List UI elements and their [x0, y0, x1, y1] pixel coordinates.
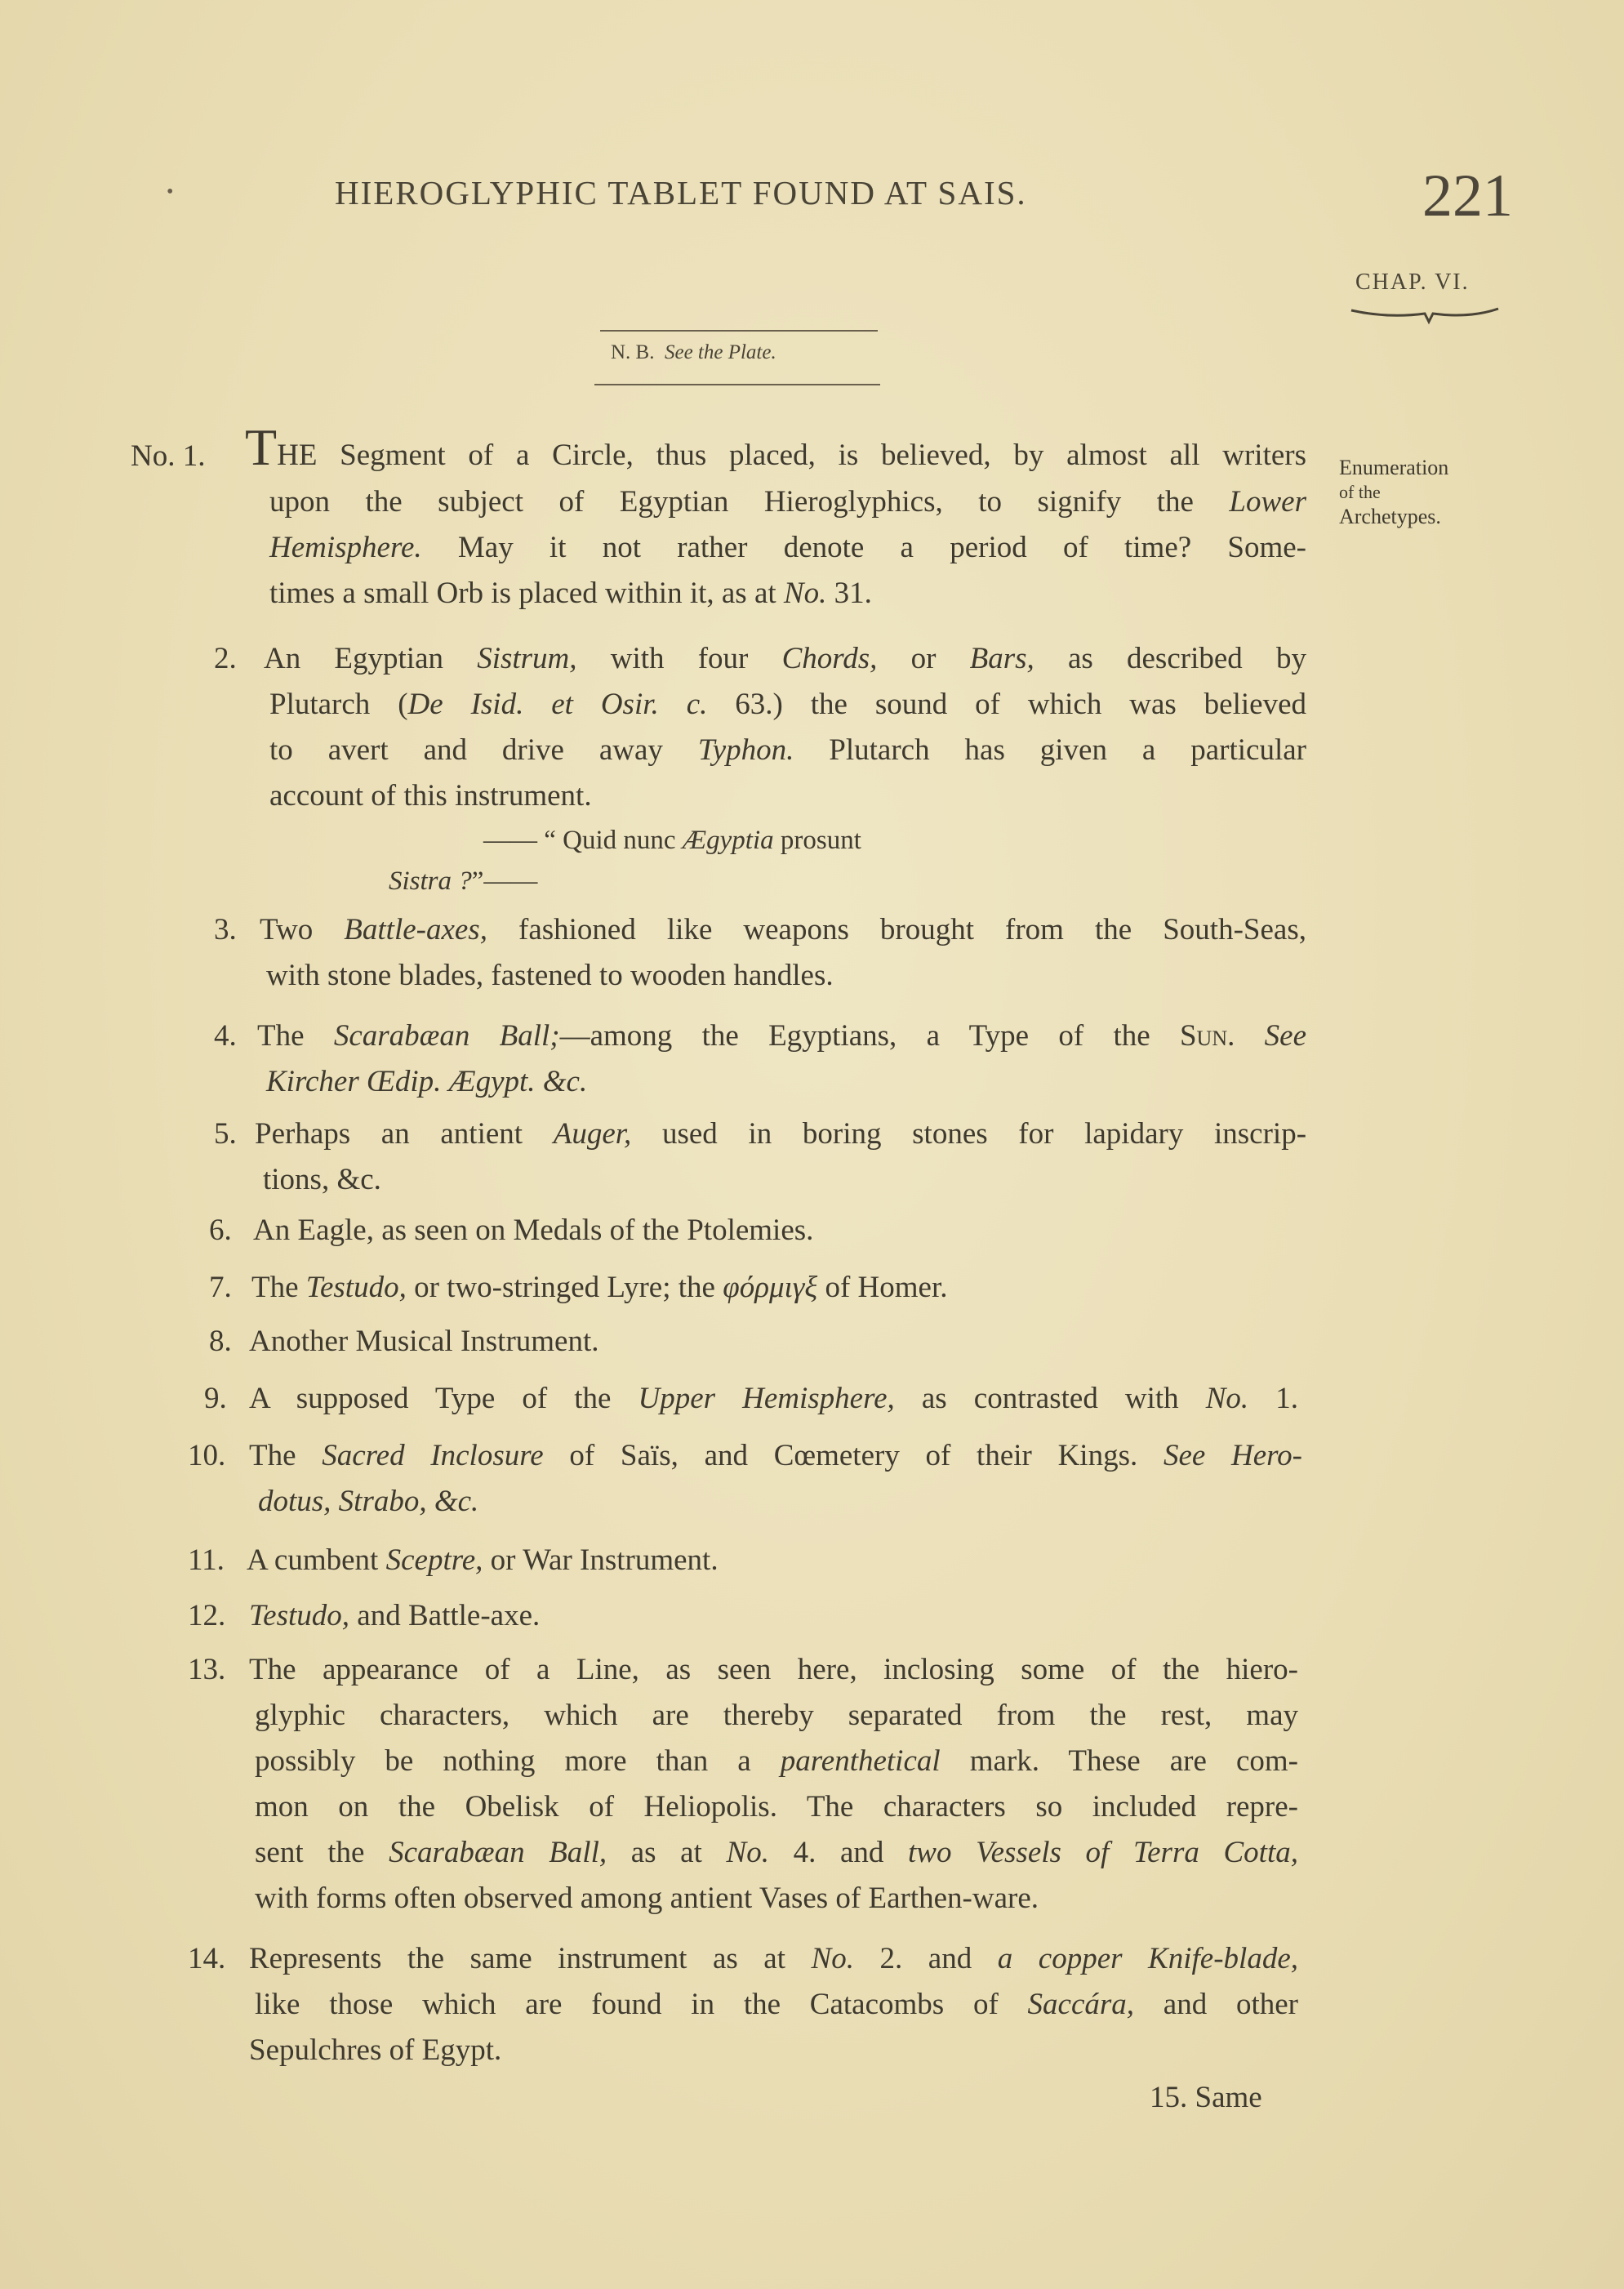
- entry-line: The Testudo, or two-stringed Lyre; the φόρμιγξ of Homer.: [251, 1271, 948, 1304]
- entry-number: No. 1.: [131, 439, 206, 473]
- entry-number: 14.: [188, 1942, 226, 1975]
- chapter-label: CHAP. VI.: [1355, 269, 1470, 295]
- nb-note: [611, 341, 776, 364]
- entry-number: 5.: [214, 1117, 237, 1151]
- entry-line: An Eagle, as seen on Medals of the Ptolemies.: [253, 1214, 814, 1247]
- entry-number: 3.: [214, 913, 237, 946]
- margin-note-line: Enumeration: [1339, 456, 1449, 479]
- entry-line: with stone blades, fastened to wooden handles.: [266, 959, 834, 992]
- entry-line: Plutarch (De Isid. et Osir. c. 63.) the sound of which was believed: [269, 688, 1306, 721]
- entry-line: Two Battle-axes, fashioned like weapons brought from the South-Seas,: [260, 913, 1306, 946]
- entry-line: account of this instrument.: [269, 779, 592, 813]
- entry-line: sent the Scarabæan Ball, as at No. 4. and two Vessels of Terra Cotta,: [255, 1836, 1298, 1869]
- entry-line: Hemisphere. May it not rather denote a period of time? Some-: [269, 531, 1306, 564]
- quote-line: Sistra ?”——: [389, 866, 538, 896]
- entry-number: 11.: [188, 1543, 225, 1577]
- entry-line: The Scarabæan Ball;—among the Egyptians, a Type of the Sun. See: [257, 1019, 1306, 1053]
- margin-note: [1339, 454, 1448, 531]
- nb-rule-bottom: [594, 384, 880, 385]
- entry-line: Another Musical Instrument.: [249, 1325, 599, 1358]
- entry-number: 4.: [214, 1019, 237, 1053]
- running-head: HIEROGLYPHIC TABLET FOUND AT SAIS.: [335, 174, 1027, 212]
- margin-note-line: Archetypes.: [1339, 505, 1441, 528]
- nb-text: See the Plate.: [664, 341, 776, 363]
- header-bullet: •: [167, 181, 174, 203]
- entry-line: with forms often observed among antient Vases of Earthen-ware.: [255, 1882, 1039, 1915]
- entry-line: The appearance of a Line, as seen here, inclosing some of the hiero-: [249, 1653, 1298, 1686]
- entry-number: 2.: [214, 642, 237, 675]
- chapter-brace: [1347, 301, 1502, 325]
- entry-line: tions, &c.: [263, 1163, 381, 1196]
- entry-line: A cumbent Sceptre, or War Instrument.: [247, 1543, 719, 1577]
- entry-line: Represents the same instrument as at No. 2. and a copper Knife-blade,: [249, 1942, 1298, 1975]
- entry-line: Perhaps an antient Auger, used in boring stones for lapidary inscrip-: [255, 1117, 1307, 1151]
- entry-line: like those which are found in the Catacombs of Saccára, and other: [255, 1988, 1298, 2021]
- entry-line: Kircher Œdip. Ægypt. &c.: [266, 1065, 588, 1098]
- entry-line: The Sacred Inclosure of Saïs, and Cœmetery of their Kings. See Hero-: [249, 1439, 1302, 1472]
- entry-number: 9.: [204, 1382, 227, 1415]
- entry-line: A supposed Type of the Upper Hemisphere, as contrasted with No. 1.: [249, 1382, 1298, 1415]
- entry-line: upon the subject of Egyptian Hieroglyphics, to signify the Lower: [269, 485, 1306, 519]
- entry-line: possibly be nothing more than a parenthetical mark. These are com-: [255, 1744, 1298, 1778]
- entry-line: Sepulchres of Egypt.: [249, 2033, 502, 2067]
- entry-line: times a small Orb is placed within it, as at No. 31.: [269, 577, 872, 610]
- entry-number: 13.: [188, 1653, 226, 1686]
- entry-number: 10.: [188, 1439, 226, 1472]
- entry-line: An Egyptian Sistrum, with four Chords, or Bars, as described by: [264, 642, 1306, 675]
- entry-line: dotus, Strabo, &c.: [258, 1485, 479, 1518]
- quote-line: —— “ Quid nunc Ægyptia prosunt: [483, 826, 861, 855]
- entry-line: THE Segment of a Circle, thus placed, is believed, by almost all writers: [245, 418, 1306, 476]
- drop-cap: T: [245, 418, 278, 476]
- catchword: 15. Same: [1150, 2081, 1262, 2114]
- entry-number: 6.: [209, 1214, 232, 1247]
- nb-rule-top: [600, 330, 878, 332]
- entry-line: Testudo, and Battle-axe.: [249, 1599, 541, 1632]
- entry-line: mon on the Obelisk of Heliopolis. The characters so included repre-: [255, 1790, 1298, 1824]
- entry-number: 8.: [209, 1325, 232, 1358]
- entry-number: 12.: [188, 1599, 226, 1632]
- entry-number: 7.: [209, 1271, 232, 1304]
- nb-label: N. B.: [611, 341, 655, 363]
- margin-note-line: of the: [1339, 482, 1381, 502]
- entry-line: to avert and drive away Typhon. Plutarch has given a particular: [269, 733, 1306, 767]
- page-number: 221: [1422, 163, 1513, 229]
- entry-line: glyphic characters, which are thereby separated from the rest, may: [255, 1699, 1298, 1732]
